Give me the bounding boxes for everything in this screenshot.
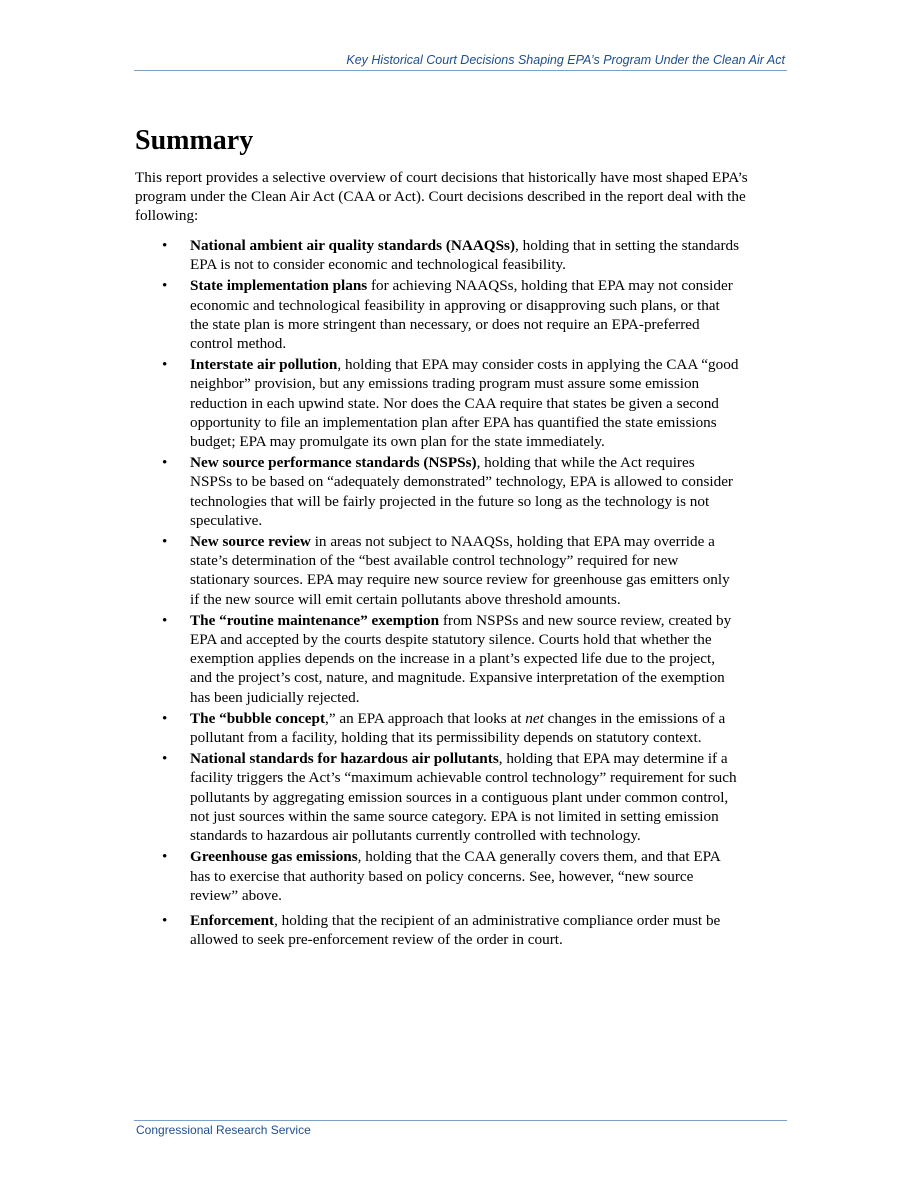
bullet-text: , holding that EPA may consider costs in applying the CAA “good neighbor” provision, but any emissions trading program must assure some emission reduction in each upwind state. Nor does the CAA require that states be given a second opportunity to file an implementation plan after EPA has quantified the state emissions budget; EPA may promulgate its own plan for the state immediately. [190,356,739,451]
running-header: Key Historical Court Decisions Shaping EPA’s Program Under the Clean Air Act [346,53,785,67]
bullet-heading: Enforcement [190,911,275,929]
list-item [135,532,740,609]
bullet-text: , holding that EPA may determine if a facility triggers the Act’s “maximum achievable control technology” requirement for such pollutants by aggregating emission sources in a contiguous plant under common control, not just sources within the same source category. EPA is not limited in setting emission standards to hazardous air pollutants currently controlled with technology. [190,750,737,845]
list-item [135,911,740,949]
bullet-text: , holding that in setting the standards EPA is not to consider economic and technological feasibility. [190,237,740,274]
bullet-text: , holding that the recipient of an administrative compliance order must be allowed to seek pre-enforcement review of the order in court. [190,911,721,949]
bullet-icon: • [162,237,168,254]
footer-source: Congressional Research Service [136,1123,311,1137]
bullet-heading: National standards for hazardous air pollutants [190,750,499,768]
list-item [135,236,740,274]
bullet-icon: • [162,454,168,472]
bullet-text: , holding that while the Act requires NSPSs to be based on “adequately demonstrated” technology, EPA is allowed to consider technologies that will be fairly projected in the future so long as the technology is not speculative. [190,454,733,529]
bullet-heading: The “routine maintenance” exemption [190,611,440,629]
list-item [135,847,740,905]
bullet-heading: National ambient air quality standards (NAAQSs) [190,237,516,254]
list-item [135,709,740,747]
bullet-heading: Greenhouse gas emissions [190,848,358,866]
bullet-heading: New source review [190,533,311,551]
bullet-icon: • [162,533,168,551]
bullet-text: from NSPSs and new source review, created by EPA and accepted by the courts despite statutory silence. Courts hold that whether the exemption applies depends on the increase in a plant’s expected life due to the project, and the project’s cost, nature, and magnitude. Expansive interpretation of the exemption has been judicially rejected. [190,611,732,706]
list-item [135,611,740,707]
bullet-text: ,” an EPA approach that looks at [325,709,526,727]
footer-rule [134,1120,787,1121]
bullet-text: , holding that the CAA generally covers them, and that EPA has to exercise that authority based on policy concerns. See, however, “new source review” above. [190,848,720,904]
summary-bullet-list [135,236,740,951]
bullet-heading: Interstate air pollution [190,356,338,374]
list-item [135,355,740,451]
header-rule [134,70,787,71]
bullet-icon: • [162,277,168,295]
bullet-icon: • [162,750,168,768]
intro-paragraph: This report provides a selective overview of court decisions that historically have most shaped EPA’s program under the Clean Air Act (CAA or Act). Court decisions described in the report deal with the following: [135,169,748,225]
bullet-icon: • [162,709,168,727]
bullet-text: for achieving NAAQSs, holding that EPA may not consider economic and technological feasibility in approving or disapproving such plans, or that the state plan is more stringent than necessary, or does not require an EPA-preferred control method. [190,277,733,353]
bullet-icon: • [162,848,168,866]
list-item [135,276,740,353]
page-title: Summary [135,125,254,156]
bullet-text: in areas not subject to NAAQSs, holding that EPA may override a state’s determination of the “best available control technology” required for new stationary sources. EPA may require new source review for greenhouse gas emitters only if the new source will emit certain pollutants above threshold amounts. [190,533,730,608]
bullet-icon: • [162,911,168,929]
list-item [135,749,740,845]
bullet-heading: State implementation plans [190,277,368,295]
bullet-heading: New source performance standards (NSPSs) [190,454,477,472]
bullet-text: changes in the emissions of a pollutant from a facility, holding that its permissibility depends on statutory context. [190,709,726,747]
bullet-heading: The “bubble concept [190,709,326,727]
list-item [135,453,740,530]
emphasis-text: net [525,709,544,727]
bullet-icon: • [162,611,168,629]
bullet-icon: • [162,356,168,374]
